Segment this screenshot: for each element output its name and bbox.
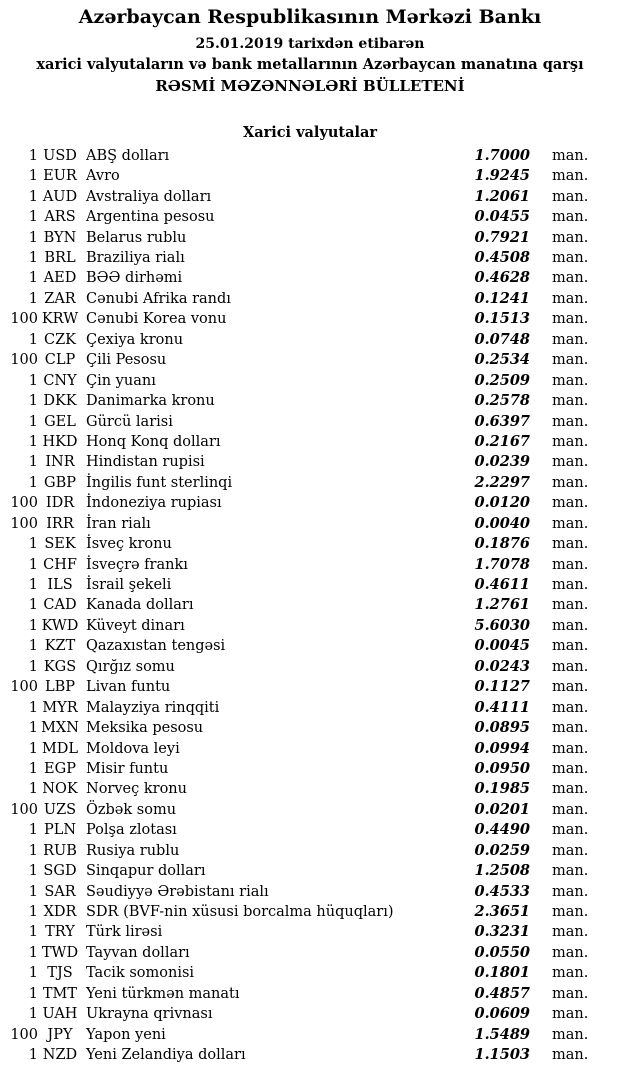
unit-label-cell: man. bbox=[552, 556, 589, 573]
rate-row bbox=[0, 718, 620, 738]
unit-label-cell: man. bbox=[552, 1026, 589, 1043]
rate-row bbox=[0, 902, 620, 922]
currency-name-cell: Misir funtu bbox=[86, 760, 169, 777]
currency-code-cell: EGP bbox=[44, 760, 76, 777]
unit-label-cell: man. bbox=[552, 740, 589, 757]
unit-label-cell: man. bbox=[552, 331, 589, 348]
currency-name-cell: Meksika pesosu bbox=[86, 720, 204, 737]
unit-label-cell: man. bbox=[552, 290, 589, 307]
currency-code-cell: ZAR bbox=[44, 290, 76, 307]
rate-value-cell: 0.7921 bbox=[474, 228, 530, 246]
unit-label-cell: man. bbox=[552, 311, 589, 328]
quantity-cell: 100 bbox=[10, 495, 38, 512]
currency-name-cell: Avro bbox=[86, 168, 120, 185]
quantity-cell: 1 bbox=[28, 904, 38, 921]
quantity-cell: 100 bbox=[10, 515, 38, 532]
rate-row bbox=[0, 779, 620, 799]
unit-label-cell: man. bbox=[552, 842, 589, 859]
currency-code-cell: UZS bbox=[43, 801, 77, 818]
quantity-cell: 100 bbox=[10, 311, 38, 328]
rate-row bbox=[0, 432, 620, 452]
rate-value-cell: 1.7078 bbox=[474, 555, 530, 573]
unit-label-cell: man. bbox=[552, 720, 589, 737]
rate-value-cell: 0.0201 bbox=[474, 800, 530, 818]
rate-value-cell: 1.7000 bbox=[474, 146, 530, 164]
quantity-cell: 1 bbox=[28, 658, 38, 675]
rate-row bbox=[0, 1004, 620, 1024]
currency-name-cell: ABŞ dolları bbox=[86, 147, 170, 164]
currency-name-cell: Norveç kronu bbox=[86, 781, 187, 798]
currency-code-cell: ARS bbox=[44, 209, 76, 226]
currency-name-cell: Qazaxıstan tengəsi bbox=[86, 638, 226, 655]
rate-row bbox=[0, 800, 620, 820]
rate-row bbox=[0, 984, 620, 1004]
rate-value-cell: 0.0239 bbox=[474, 453, 530, 471]
rate-value-cell: 0.0550 bbox=[474, 943, 530, 961]
quantity-cell: 1 bbox=[28, 536, 38, 553]
unit-label-cell: man. bbox=[552, 679, 589, 696]
quantity-cell: 100 bbox=[10, 679, 38, 696]
rate-row bbox=[0, 963, 620, 983]
unit-label-cell: man. bbox=[552, 822, 589, 839]
rate-value-cell: 0.0120 bbox=[474, 494, 530, 512]
quantity-cell: 100 bbox=[10, 352, 38, 369]
unit-label-cell: man. bbox=[552, 433, 589, 450]
currency-name-cell: Tacik somonisi bbox=[86, 965, 195, 982]
currency-name-cell: Malayziya rinqqiti bbox=[86, 699, 220, 716]
quantity-cell: 1 bbox=[28, 781, 38, 798]
currency-code-cell: MDL bbox=[41, 740, 79, 757]
currency-name-cell: Türk lirəsi bbox=[86, 924, 163, 941]
unit-label-cell: man. bbox=[552, 209, 589, 226]
rate-row bbox=[0, 882, 620, 902]
currency-name-cell: Ukrayna qrivnası bbox=[86, 1006, 213, 1023]
rate-value-cell: 0.4533 bbox=[474, 882, 530, 900]
currency-code-cell: RUB bbox=[43, 842, 77, 859]
rate-value-cell: 0.4490 bbox=[474, 821, 530, 839]
unit-label-cell: man. bbox=[552, 515, 589, 532]
quantity-cell: 1 bbox=[28, 393, 38, 410]
rate-row bbox=[0, 861, 620, 881]
rate-value-cell: 0.0748 bbox=[474, 330, 530, 348]
rate-row bbox=[0, 473, 620, 493]
currency-code-cell: SAR bbox=[44, 883, 76, 900]
currency-code-cell: TRY bbox=[45, 924, 75, 941]
currency-name-cell: İndoneziya rupiası bbox=[86, 495, 222, 512]
quantity-cell: 1 bbox=[28, 577, 38, 594]
currency-name-cell: Küveyt dinarı bbox=[86, 617, 185, 634]
quantity-cell: 1 bbox=[28, 740, 38, 757]
unit-label-cell: man. bbox=[552, 168, 589, 185]
rate-value-cell: 1.2061 bbox=[474, 187, 530, 205]
currency-code-cell: ILS bbox=[47, 577, 73, 594]
currency-name-cell: Gürcü larisi bbox=[86, 413, 173, 430]
rate-value-cell: 0.2509 bbox=[474, 371, 530, 389]
quantity-cell: 1 bbox=[28, 454, 38, 471]
currency-name-cell: Kanada dolları bbox=[86, 597, 194, 614]
quantity-cell: 100 bbox=[10, 801, 38, 818]
rate-value-cell: 2.2297 bbox=[474, 473, 530, 491]
quantity-cell: 1 bbox=[28, 965, 38, 982]
currency-code-cell: NZD bbox=[42, 1047, 78, 1064]
quantity-cell: 1 bbox=[28, 699, 38, 716]
rate-row bbox=[0, 698, 620, 718]
currency-name-cell: Yeni türkmən manatı bbox=[86, 985, 240, 1002]
currency-name-cell: Braziliya rialı bbox=[86, 250, 185, 267]
rate-row bbox=[0, 841, 620, 861]
unit-label-cell: man. bbox=[552, 781, 589, 798]
unit-label-cell: man. bbox=[552, 638, 589, 655]
currency-code-cell: NOK bbox=[42, 781, 78, 798]
quantity-cell: 1 bbox=[28, 842, 38, 859]
currency-name-cell: Cənubi Afrika randı bbox=[86, 290, 231, 307]
currency-code-cell: CLP bbox=[44, 352, 76, 369]
rate-row bbox=[0, 371, 620, 391]
unit-label-cell: man. bbox=[552, 352, 589, 369]
currency-code-cell: UAH bbox=[42, 1006, 78, 1023]
rate-value-cell: 0.2578 bbox=[474, 392, 530, 410]
unit-label-cell: man. bbox=[552, 883, 589, 900]
unit-label-cell: man. bbox=[552, 536, 589, 553]
rate-value-cell: 0.0895 bbox=[474, 719, 530, 737]
rate-row bbox=[0, 289, 620, 309]
currency-code-cell: MYR bbox=[42, 699, 78, 716]
currency-name-cell: Çexiya kronu bbox=[86, 331, 184, 348]
currency-code-cell: AUD bbox=[42, 188, 78, 205]
rate-row bbox=[0, 555, 620, 575]
currency-name-cell: SDR (BVF-nin xüsusi borcalma hüquqları) bbox=[86, 904, 394, 921]
currency-name-cell: Avstraliya dolları bbox=[86, 188, 212, 205]
quantity-cell: 1 bbox=[28, 985, 38, 1002]
currency-name-cell: Rusiya rublu bbox=[86, 842, 180, 859]
currency-code-cell: SGD bbox=[43, 863, 77, 880]
rate-row bbox=[0, 452, 620, 472]
currency-name-cell: Özbək somu bbox=[86, 801, 177, 818]
rate-value-cell: 0.0609 bbox=[474, 1005, 530, 1023]
quantity-cell: 1 bbox=[28, 188, 38, 205]
rate-value-cell: 0.0045 bbox=[474, 637, 530, 655]
currency-name-cell: İsveçrə frankı bbox=[86, 556, 188, 573]
rate-value-cell: 0.6397 bbox=[474, 412, 530, 430]
rate-row bbox=[0, 1025, 620, 1045]
quantity-cell: 1 bbox=[28, 822, 38, 839]
quantity-cell: 1 bbox=[28, 372, 38, 389]
unit-label-cell: man. bbox=[552, 944, 589, 961]
currency-name-cell: Çili Pesosu bbox=[86, 352, 167, 369]
currency-code-cell: GEL bbox=[44, 413, 76, 430]
quantity-cell: 1 bbox=[28, 250, 38, 267]
quantity-cell: 1 bbox=[28, 924, 38, 941]
rate-value-cell: 0.1513 bbox=[474, 310, 530, 328]
rate-row bbox=[0, 309, 620, 329]
quantity-cell: 1 bbox=[28, 638, 38, 655]
unit-label-cell: man. bbox=[552, 965, 589, 982]
quantity-cell: 1 bbox=[28, 209, 38, 226]
currency-name-cell: Cənubi Korea vonu bbox=[86, 311, 227, 328]
unit-label-cell: man. bbox=[552, 474, 589, 491]
section-title-foreign-currencies: Xarici valyutalar bbox=[242, 123, 378, 141]
rate-row bbox=[0, 391, 620, 411]
currency-code-cell: XDR bbox=[43, 904, 77, 921]
currency-name-cell: İngilis funt sterlinqi bbox=[86, 474, 233, 491]
currency-code-cell: CAD bbox=[43, 597, 77, 614]
exchange-rates-table bbox=[0, 146, 620, 1066]
unit-label-cell: man. bbox=[552, 597, 589, 614]
unit-label-cell: man. bbox=[552, 188, 589, 205]
rate-value-cell: 0.0950 bbox=[474, 759, 530, 777]
effective-date-line: 25.01.2019 tarixdən etibarən bbox=[195, 35, 425, 52]
rate-row bbox=[0, 146, 620, 166]
rate-row bbox=[0, 412, 620, 432]
rate-row bbox=[0, 739, 620, 759]
currency-name-cell: Argentina pesosu bbox=[86, 209, 215, 226]
quantity-cell: 1 bbox=[28, 863, 38, 880]
currency-code-cell: DKK bbox=[43, 393, 77, 410]
rate-value-cell: 1.2761 bbox=[474, 596, 530, 614]
rate-row bbox=[0, 330, 620, 350]
rate-row bbox=[0, 657, 620, 677]
currency-name-cell: Livan funtu bbox=[86, 679, 171, 696]
quantity-cell: 1 bbox=[28, 720, 38, 737]
currency-name-cell: İsveç kronu bbox=[86, 536, 172, 553]
unit-label-cell: man. bbox=[552, 147, 589, 164]
currency-name-cell: Tayvan dolları bbox=[86, 944, 190, 961]
rate-value-cell: 0.4857 bbox=[474, 984, 530, 1002]
quantity-cell: 1 bbox=[28, 617, 38, 634]
currency-code-cell: AED bbox=[43, 270, 77, 287]
rate-value-cell: 0.0259 bbox=[474, 841, 530, 859]
rate-value-cell: 0.4111 bbox=[474, 698, 530, 716]
rate-value-cell: 0.2167 bbox=[474, 432, 530, 450]
currency-name-cell: Danimarka kronu bbox=[86, 393, 215, 410]
rate-value-cell: 2.3651 bbox=[474, 903, 530, 921]
quantity-cell: 1 bbox=[28, 290, 38, 307]
quantity-cell: 1 bbox=[28, 147, 38, 164]
unit-label-cell: man. bbox=[552, 801, 589, 818]
currency-code-cell: EUR bbox=[43, 168, 77, 185]
currency-name-cell: Çin yuanı bbox=[86, 372, 156, 389]
unit-label-cell: man. bbox=[552, 699, 589, 716]
quantity-cell: 1 bbox=[28, 331, 38, 348]
unit-label-cell: man. bbox=[552, 413, 589, 430]
rate-row bbox=[0, 268, 620, 288]
currency-code-cell: IRR bbox=[46, 515, 74, 532]
unit-label-cell: man. bbox=[552, 985, 589, 1002]
rate-value-cell: 0.4611 bbox=[474, 576, 530, 594]
rate-row bbox=[0, 636, 620, 656]
unit-label-cell: man. bbox=[552, 617, 589, 634]
currency-code-cell: BRL bbox=[44, 250, 76, 267]
rate-value-cell: 0.2534 bbox=[474, 351, 530, 369]
currency-code-cell: MXN bbox=[41, 720, 79, 737]
currency-name-cell: Honq Konq dolları bbox=[86, 433, 221, 450]
currency-code-cell: CNY bbox=[43, 372, 77, 389]
rate-value-cell: 5.6030 bbox=[474, 616, 530, 634]
unit-label-cell: man. bbox=[552, 904, 589, 921]
unit-label-cell: man. bbox=[552, 1047, 589, 1064]
rate-value-cell: 1.2508 bbox=[474, 862, 530, 880]
rate-row bbox=[0, 595, 620, 615]
unit-label-cell: man. bbox=[552, 372, 589, 389]
rate-row bbox=[0, 616, 620, 636]
rate-row bbox=[0, 534, 620, 554]
quantity-cell: 1 bbox=[28, 1047, 38, 1064]
quantity-cell: 1 bbox=[28, 168, 38, 185]
unit-label-cell: man. bbox=[552, 760, 589, 777]
currency-code-cell: KGS bbox=[43, 658, 77, 675]
rate-value-cell: 0.1985 bbox=[474, 780, 530, 798]
currency-name-cell: Polşa zlotası bbox=[86, 822, 177, 839]
currency-code-cell: GBP bbox=[44, 474, 76, 491]
quantity-cell: 1 bbox=[28, 556, 38, 573]
currency-name-cell: Belarus rublu bbox=[86, 229, 187, 246]
currency-code-cell: TWD bbox=[41, 944, 79, 961]
unit-label-cell: man. bbox=[552, 270, 589, 287]
rate-value-cell: 1.1503 bbox=[474, 1046, 530, 1064]
rate-row bbox=[0, 922, 620, 942]
rate-value-cell: 0.1801 bbox=[474, 964, 530, 982]
rate-row bbox=[0, 166, 620, 186]
currency-code-cell: TJS bbox=[47, 965, 73, 982]
unit-label-cell: man. bbox=[552, 393, 589, 410]
rate-value-cell: 0.0040 bbox=[474, 514, 530, 532]
subject-line: xarici valyutaların və bank metallarının Azərbaycan manatına qarşı bbox=[36, 55, 584, 73]
rate-row bbox=[0, 228, 620, 248]
quantity-cell: 1 bbox=[28, 413, 38, 430]
currency-code-cell: CHF bbox=[43, 556, 77, 573]
currency-code-cell: INR bbox=[45, 454, 75, 471]
rate-row bbox=[0, 350, 620, 370]
quantity-cell: 1 bbox=[28, 944, 38, 961]
rate-row bbox=[0, 575, 620, 595]
rate-value-cell: 0.4508 bbox=[474, 249, 530, 267]
rate-row bbox=[0, 207, 620, 227]
rate-value-cell: 0.1127 bbox=[474, 678, 530, 696]
unit-label-cell: man. bbox=[552, 577, 589, 594]
quantity-cell: 1 bbox=[28, 760, 38, 777]
currency-name-cell: Yapon yeni bbox=[86, 1026, 166, 1043]
bank-title: Azərbaycan Respublikasının Mərkəzi Bankı bbox=[78, 6, 542, 28]
currency-code-cell: KRW bbox=[41, 311, 79, 328]
rate-row bbox=[0, 759, 620, 779]
bulletin-title: RƏSMİ MƏZƏNNƏLƏRİ BÜLLETENİ bbox=[155, 76, 465, 95]
rate-value-cell: 1.5489 bbox=[474, 1025, 530, 1043]
currency-code-cell: KZT bbox=[44, 638, 76, 655]
rate-row bbox=[0, 677, 620, 697]
currency-name-cell: Sinqapur dolları bbox=[86, 863, 206, 880]
currency-name-cell: İran rialı bbox=[86, 515, 151, 532]
currency-name-cell: Yeni Zelandiya dolları bbox=[86, 1047, 246, 1064]
currency-code-cell: SEK bbox=[44, 536, 76, 553]
unit-label-cell: man. bbox=[552, 863, 589, 880]
currency-code-cell: CZK bbox=[43, 331, 76, 348]
currency-code-cell: PLN bbox=[43, 822, 77, 839]
rate-value-cell: 0.1876 bbox=[474, 535, 530, 553]
quantity-cell: 1 bbox=[28, 229, 38, 246]
rate-value-cell: 0.0243 bbox=[474, 657, 530, 675]
currency-code-cell: USD bbox=[43, 147, 77, 164]
unit-label-cell: man. bbox=[552, 495, 589, 512]
rate-value-cell: 0.3231 bbox=[474, 923, 530, 941]
quantity-cell: 1 bbox=[28, 270, 38, 287]
quantity-cell: 100 bbox=[10, 1026, 38, 1043]
rate-value-cell: 0.0994 bbox=[474, 739, 530, 757]
quantity-cell: 1 bbox=[28, 883, 38, 900]
quantity-cell: 1 bbox=[28, 597, 38, 614]
currency-code-cell: KWD bbox=[41, 617, 79, 634]
currency-code-cell: TMT bbox=[42, 985, 78, 1002]
rate-row bbox=[0, 187, 620, 207]
rate-row bbox=[0, 514, 620, 534]
currency-code-cell: BYN bbox=[43, 229, 77, 246]
quantity-cell: 1 bbox=[28, 433, 38, 450]
rate-row bbox=[0, 248, 620, 268]
currency-code-cell: IDR bbox=[45, 495, 75, 512]
quantity-cell: 1 bbox=[28, 1006, 38, 1023]
rate-value-cell: 0.0455 bbox=[474, 208, 530, 226]
unit-label-cell: man. bbox=[552, 924, 589, 941]
currency-name-cell: Hindistan rupisi bbox=[86, 454, 205, 471]
currency-name-cell: İsrail şekeli bbox=[86, 577, 172, 594]
unit-label-cell: man. bbox=[552, 250, 589, 267]
unit-label-cell: man. bbox=[552, 658, 589, 675]
rate-value-cell: 0.1241 bbox=[474, 289, 530, 307]
currency-name-cell: Qırğız somu bbox=[86, 658, 175, 675]
currency-code-cell: LBP bbox=[44, 679, 76, 696]
currency-name-cell: BƏƏ dirhəmi bbox=[86, 270, 183, 287]
rate-value-cell: 1.9245 bbox=[474, 167, 530, 185]
unit-label-cell: man. bbox=[552, 1006, 589, 1023]
quantity-cell: 1 bbox=[28, 474, 38, 491]
currency-name-cell: Moldova leyi bbox=[86, 740, 180, 757]
rate-row bbox=[0, 943, 620, 963]
rate-value-cell: 0.4628 bbox=[474, 269, 530, 287]
currency-code-cell: HKD bbox=[42, 433, 78, 450]
rate-row bbox=[0, 1045, 620, 1065]
unit-label-cell: man. bbox=[552, 454, 589, 471]
unit-label-cell: man. bbox=[552, 229, 589, 246]
rate-row bbox=[0, 493, 620, 513]
currency-name-cell: Səudiyyə Ərəbistanı rialı bbox=[86, 883, 269, 900]
currency-code-cell: JPY bbox=[47, 1026, 73, 1043]
rate-row bbox=[0, 820, 620, 840]
